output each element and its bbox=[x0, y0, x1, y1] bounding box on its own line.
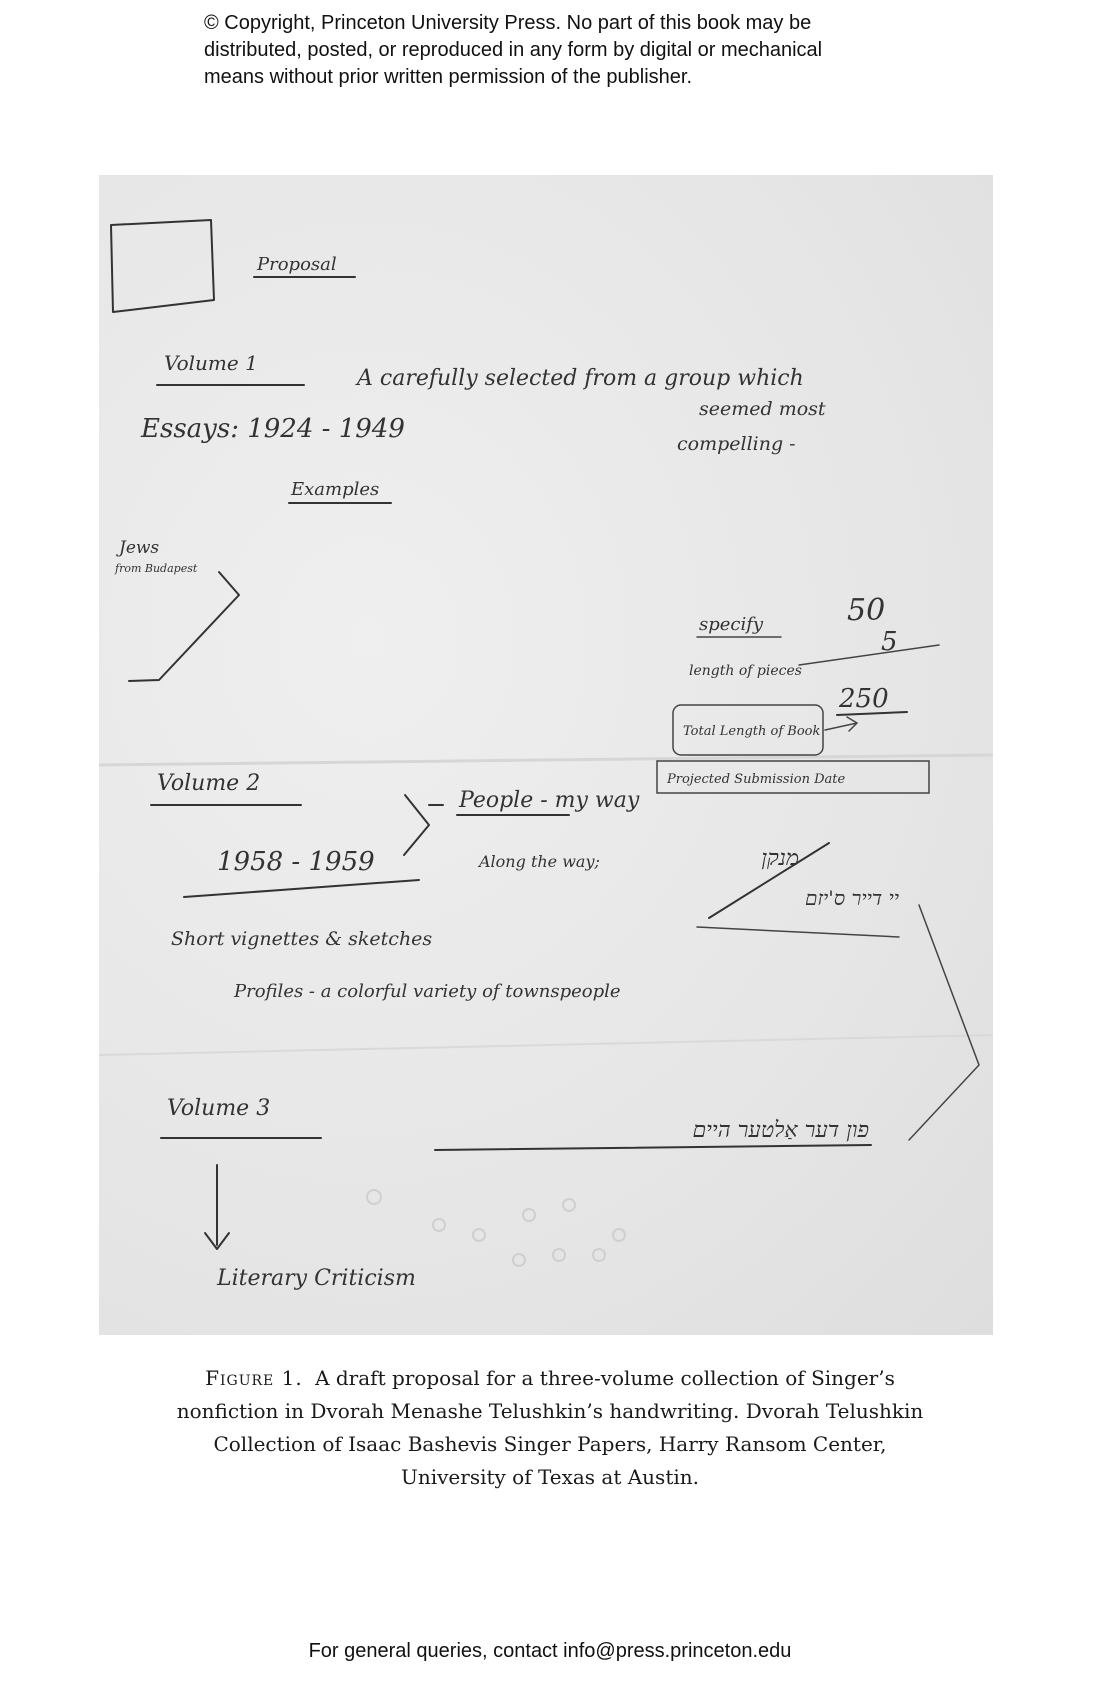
handwritten-proposal-drawing bbox=[99, 175, 993, 1335]
fold-line bbox=[99, 755, 993, 765]
underline bbox=[697, 927, 899, 937]
footer-contact: For general queries, contact info@press.princeton.edu bbox=[308, 1640, 792, 1662]
years-1958-1959: 1958 - 1959 bbox=[217, 847, 375, 877]
sum-line bbox=[799, 645, 939, 665]
number-250: 250 bbox=[839, 684, 889, 714]
number-50: 50 bbox=[847, 593, 886, 628]
note-selected: A carefully selected from a group which bbox=[357, 366, 804, 391]
bracket-arrow bbox=[129, 572, 239, 681]
underline bbox=[184, 880, 419, 897]
note-seemed: seemed most bbox=[699, 398, 826, 420]
hebrew-note: יי דייר ס'יזם bbox=[804, 886, 899, 910]
people-note: People - my way bbox=[459, 788, 640, 813]
volume-3-label: Volume 3 bbox=[167, 1096, 271, 1121]
caption-text: A draft proposal for a three-volume collection of Singer’s nonfiction in Dvorah Menashe Telushkin’s handwriting. Dvorah Telushkin Collection of Isaac Bashevis Singer Papers, Harry Ransom Center, University of Texas at Austin. bbox=[176, 1366, 924, 1489]
manuscript-scan bbox=[99, 175, 993, 1335]
short-vignettes-note: Short vignettes & sketches bbox=[171, 928, 433, 950]
copyright-line: © Copyright, Princeton University Press. No part of this book may be bbox=[204, 12, 812, 34]
specify-note: specify bbox=[699, 614, 764, 635]
number-5: 5 bbox=[881, 627, 898, 657]
projected-date-note: Projected Submission Date bbox=[667, 772, 846, 787]
bracket bbox=[404, 795, 429, 855]
volume-1-label: Volume 1 bbox=[164, 351, 258, 375]
along-the-way-note: Along the way; bbox=[479, 852, 600, 871]
underline bbox=[435, 1145, 871, 1150]
down-arrow bbox=[205, 1165, 229, 1249]
copyright-notice bbox=[204, 10, 924, 91]
from-budapest-note: from Budapest bbox=[115, 562, 198, 575]
profiles-note: Profiles - a colorful variety of townspeople bbox=[234, 981, 621, 1002]
note-compelling: compelling - bbox=[677, 433, 796, 455]
hebrew-note: מנקן bbox=[761, 846, 799, 871]
essays-years: Essays: 1924 - 1949 bbox=[141, 414, 405, 444]
copyright-line: distributed, posted, or reproduced in any form by digital or mechanical bbox=[204, 39, 823, 61]
literary-criticism-note: Literary Criticism bbox=[217, 1266, 416, 1291]
fold-line bbox=[99, 1035, 993, 1055]
proposal-heading: Proposal bbox=[257, 254, 337, 275]
volume-2-label: Volume 2 bbox=[157, 771, 261, 796]
figure-label: Figure 1. bbox=[205, 1366, 303, 1390]
length-of-pieces-note: length of pieces bbox=[689, 663, 802, 679]
examples-label: Examples bbox=[291, 479, 380, 500]
arrow bbox=[825, 717, 857, 731]
faint-marks bbox=[367, 1190, 625, 1266]
total-length-note: Total Length of Book bbox=[683, 724, 821, 739]
hebrew-title-note: פון דער אַלטער היים bbox=[692, 1118, 869, 1143]
bracket-arrow bbox=[909, 905, 979, 1140]
drawn-box bbox=[111, 220, 214, 312]
figure-caption bbox=[170, 1362, 930, 1494]
copyright-line: means without prior written permission of the publisher. bbox=[204, 66, 693, 88]
jews-note: Jews bbox=[119, 538, 160, 558]
